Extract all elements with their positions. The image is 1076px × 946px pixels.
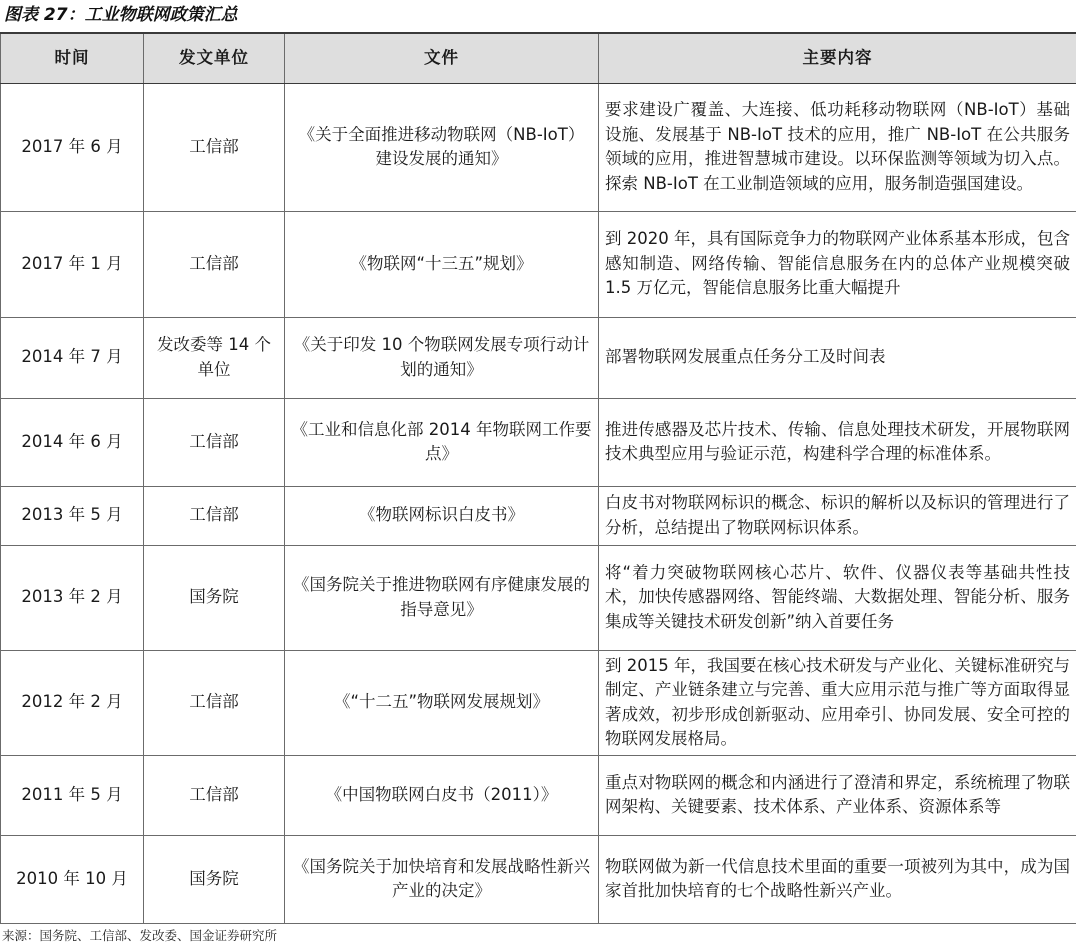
cell-issuer: 工信部 [144, 755, 285, 835]
cell-issuer: 工信部 [144, 83, 285, 211]
table-row [1, 755, 1076, 835]
table-row [1, 211, 1076, 317]
cell-document: 《中国物联网白皮书（2011）》 [285, 755, 599, 835]
cell-issuer: 工信部 [144, 211, 285, 317]
cell-content: 重点对物联网的概念和内涵进行了澄清和界定，系统梳理了物联网架构、关键要素、技术体系、产业体系、资源体系等 [599, 755, 1076, 835]
policy-table [0, 32, 1076, 924]
header-row [1, 33, 1076, 83]
cell-content: 部署物联网发展重点任务分工及时间表 [599, 317, 1076, 398]
cell-issuer: 工信部 [144, 486, 285, 545]
table-row [1, 835, 1076, 923]
cell-issuer: 工信部 [144, 650, 285, 755]
cell-document: 《物联网标识白皮书》 [285, 486, 599, 545]
header-issuer: 发文单位 [144, 33, 285, 83]
header-content: 主要内容 [599, 33, 1076, 83]
cell-time: 2017 年 1 月 [1, 211, 144, 317]
table-header [1, 33, 1076, 83]
table-row [1, 650, 1076, 755]
cell-time: 2014 年 7 月 [1, 317, 144, 398]
cell-document: 《关于全面推进移动物联网（NB-IoT）建设发展的通知》 [285, 83, 599, 211]
cell-content: 到 2020 年，具有国际竞争力的物联网产业体系基本形成，包含感知制造、网络传输、智能信息服务在内的总体产业规模突破 1.5 万亿元，智能信息服务比重大幅提升 [599, 211, 1076, 317]
table-row [1, 545, 1076, 650]
cell-document: 《国务院关于推进物联网有序健康发展的指导意见》 [285, 545, 599, 650]
cell-time: 2011 年 5 月 [1, 755, 144, 835]
cell-time: 2013 年 2 月 [1, 545, 144, 650]
cell-time: 2010 年 10 月 [1, 835, 144, 923]
cell-time: 2013 年 5 月 [1, 486, 144, 545]
cell-issuer: 发改委等 14 个单位 [144, 317, 285, 398]
cell-content: 到 2015 年，我国要在核心技术研发与产业化、关键标准研究与制定、产业链条建立与完善、重大应用示范与推广等方面取得显著成效，初步形成创新驱动、应用牵引、协同发展、安全可控的物联网发展格局。 [599, 650, 1076, 755]
cell-content: 白皮书对物联网标识的概念、标识的解析以及标识的管理进行了分析，总结提出了物联网标识体系。 [599, 486, 1076, 545]
cell-document: 《“十二五”物联网发展规划》 [285, 650, 599, 755]
cell-time: 2012 年 2 月 [1, 650, 144, 755]
cell-time: 2014 年 6 月 [1, 398, 144, 486]
cell-document: 《国务院关于加快培育和发展战略性新兴产业的决定》 [285, 835, 599, 923]
table-row [1, 398, 1076, 486]
table-row [1, 486, 1076, 545]
cell-content: 要求建设广覆盖、大连接、低功耗移动物联网（NB-IoT）基础设施、发展基于 NB-IoT 技术的应用，推广 NB-IoT 在公共服务领域的应用，推进智慧城市建设。以环保监测等领域为切入点。探索 NB-IoT 在工业制造领域的应用，服务制造强国建设。 [599, 83, 1076, 211]
cell-content: 将“着力突破物联网核心芯片、软件、仪器仪表等基础共性技术，加快传感器网络、智能终端、大数据处理、智能分析、服务集成等关键技术研发创新”纳入首要任务 [599, 545, 1076, 650]
cell-issuer: 工信部 [144, 398, 285, 486]
cell-document: 《物联网“十三五”规划》 [285, 211, 599, 317]
cell-issuer: 国务院 [144, 835, 285, 923]
table-body [1, 83, 1076, 923]
cell-document: 《工业和信息化部 2014 年物联网工作要点》 [285, 398, 599, 486]
cell-content: 推进传感器及芯片技术、传输、信息处理技术研发，开展物联网技术典型应用与验证示范，构建科学合理的标准体系。 [599, 398, 1076, 486]
cell-issuer: 国务院 [144, 545, 285, 650]
figure-title: 图表 27：工业物联网政策汇总 [4, 5, 238, 25]
table-row [1, 317, 1076, 398]
table-row [1, 83, 1076, 211]
cell-time: 2017 年 6 月 [1, 83, 144, 211]
cell-content: 物联网做为新一代信息技术里面的重要一项被列为其中，成为国家首批加快培育的七个战略性新兴产业。 [599, 835, 1076, 923]
cell-document: 《关于印发 10 个物联网发展专项行动计划的通知》 [285, 317, 599, 398]
header-document: 文件 [285, 33, 599, 83]
header-time: 时间 [1, 33, 144, 83]
source-note: 来源：国务院、工信部、发改委、国金证券研究所 [2, 928, 278, 943]
